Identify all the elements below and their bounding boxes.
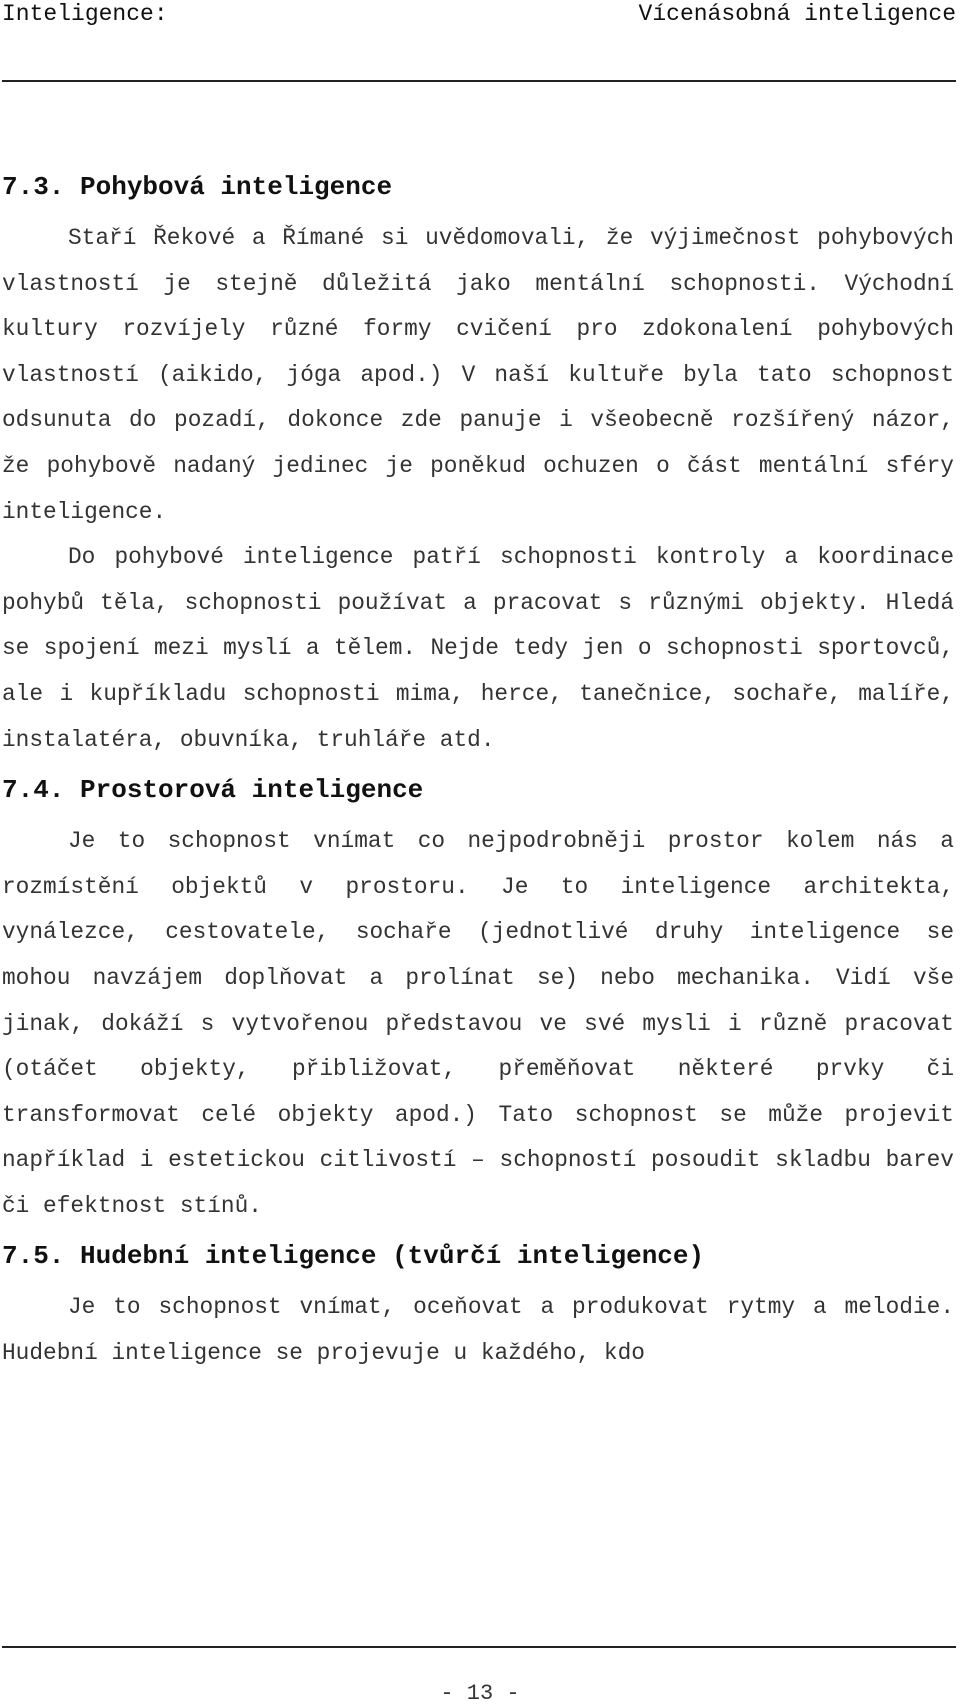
section-7-5	[2, 1239, 954, 1376]
section-heading: 7.5. Hudební inteligence (tvůrčí inteligence)	[2, 1241, 705, 1272]
paragraph: Je to schopnost vnímat, oceňovat a produkovat rytmy a melodie. Hudební inteligence se projevuje u každého, kdo	[2, 1294, 954, 1367]
paragraph: Do pohybové inteligence patří schopnosti kontroly a koordinace pohybů těla, schopnosti používat a pracovat s různými objekty. Hledá se spojení mezi myslí a tělem. Nejde tedy jen o schopnosti sportovců, ale i kupříkladu schopnosti mima, herce, tanečnice, sochaře, malíře, instalatéra, obuvníka, truhláře atd.	[2, 544, 954, 753]
header-rule	[2, 80, 956, 82]
section-heading: 7.4. Prostorová inteligence	[2, 775, 424, 806]
page-number: - 13 -	[440, 1681, 520, 1706]
running-header	[2, 0, 956, 30]
document-body	[2, 170, 954, 1377]
footer-rule	[2, 1646, 956, 1648]
header-left: Inteligence:	[2, 1, 168, 27]
paragraph: Staří Řekové a Římané si uvědomovali, že výjimečnost pohybových vlastností je stejně důležitá jako mentální schopnosti. Východní kultury rozvíjely různé formy cvičení pro zdokonalení pohybových vlastností (aikido, jóga apod.) V naší kultuře byla tato schopnost odsunuta do pozadí, dokonce zde panuje i všeobecně rozšířený názor, že pohybově nadaný jedinec je poněkud ochuzen o část mentální sféry inteligence.	[2, 225, 954, 525]
header-right: Vícenásobná inteligence	[638, 1, 956, 27]
section-7-4	[2, 773, 954, 1229]
paragraph: Je to schopnost vnímat co nejpodrobněji prostor kolem nás a rozmístění objektů v prostoru. Je to inteligence architekta, vynálezce, cestovatele, sochaře (jednotlivé druhy inteligence se mohou navzájem doplňovat a prolínat se) nebo mechanika. Vidí vše jinak, dokáží s vytvořenou představou ve své mysli i různě pracovat (otáčet objekty, přibližovat, přeměňovat některé prvky či transformovat celé objekty apod.) Tato schopnost se může projevit například i estetickou citlivostí – schopností posoudit skladbu barev či efektnost stínů.	[2, 828, 954, 1219]
section-7-3	[2, 170, 954, 763]
section-heading: 7.3. Pohybová inteligence	[2, 172, 393, 202]
